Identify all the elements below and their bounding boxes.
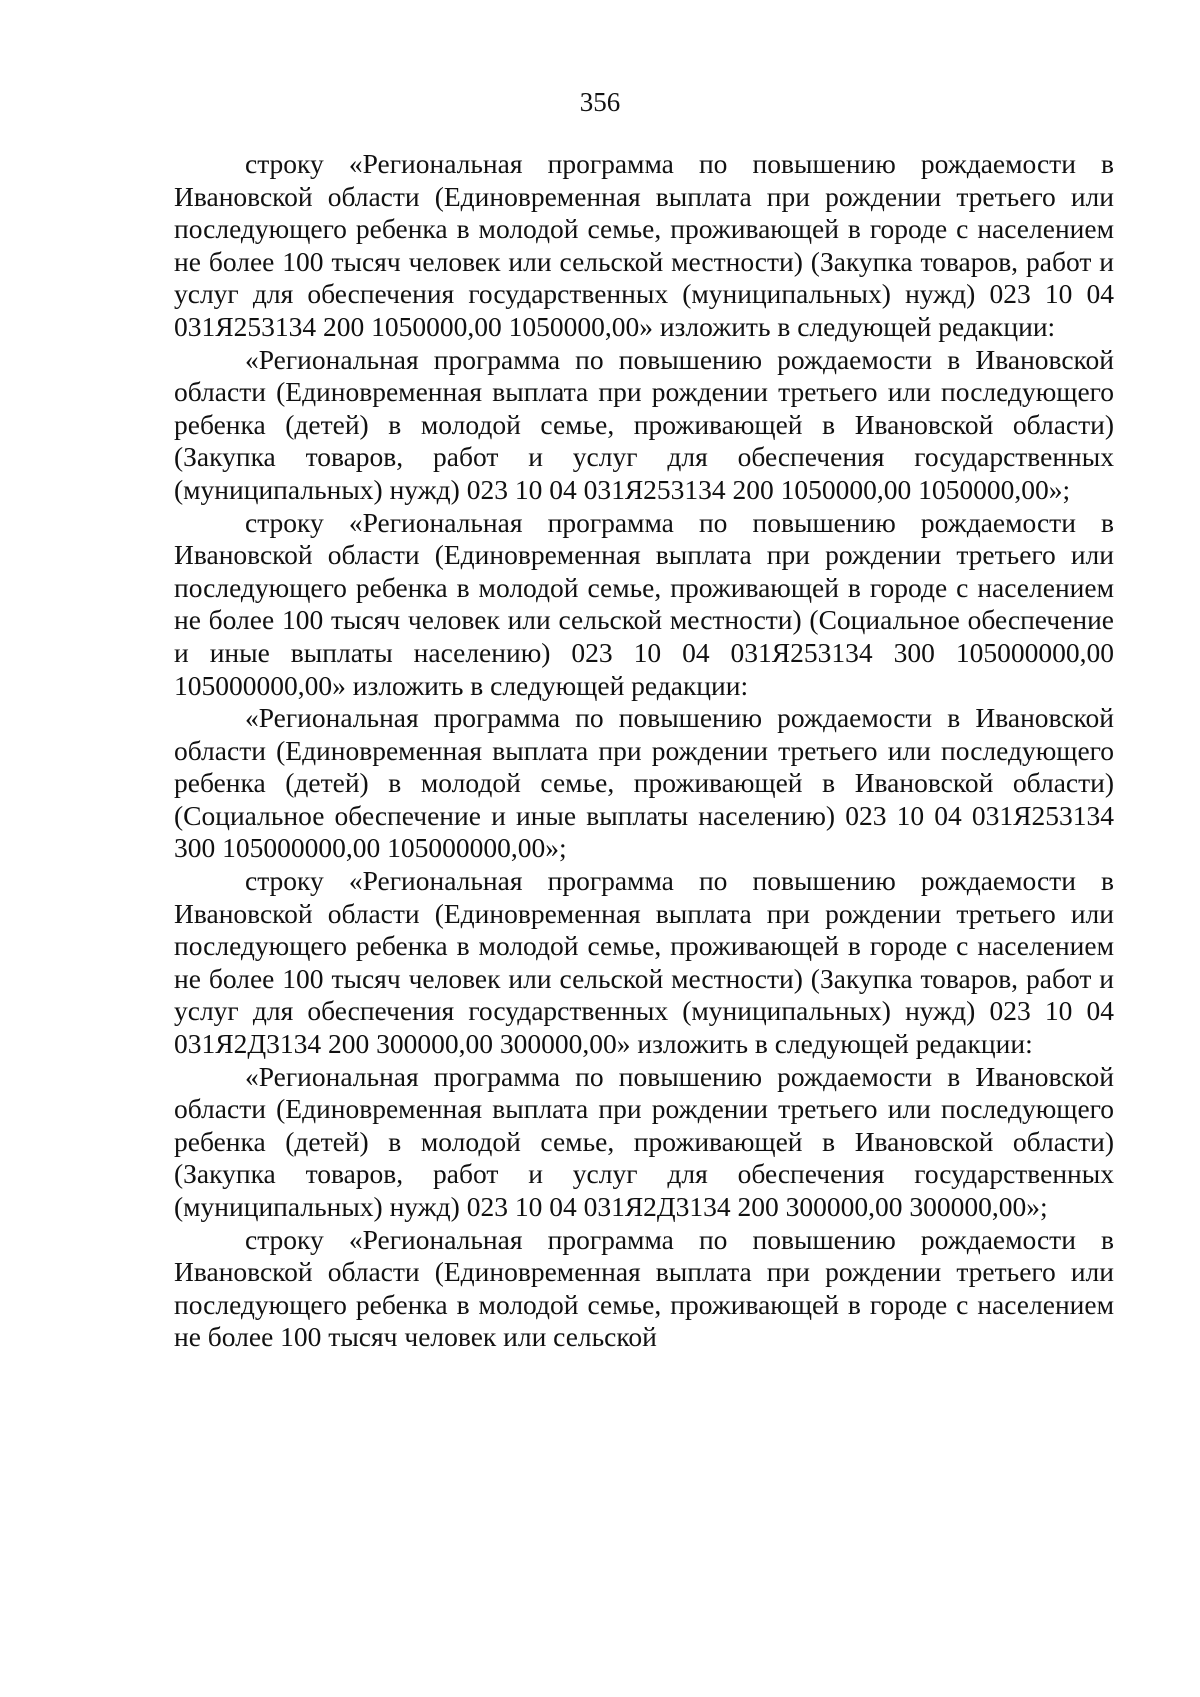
paragraph-3: строку «Региональная программа по повышению рождаемости в Ивановской области (Единовременная выплата при рождении третьего или последующего ребенка в молодой семье, проживающей в городе с населением не более 100 тысяч человек или сельской местности) (Социальное обеспечение и иные выплаты населению) 023 10 04 031Я253134 300 105000000,00 105000000,00» изложить в следующей редакции: xyxy=(174,506,1114,701)
document-body xyxy=(174,148,1114,1354)
paragraph-6: «Региональная программа по повышению рождаемости в Ивановской области (Единовременная выплата при рождении третьего или последующего ребенка (детей) в молодой семье, проживающей в Ивановской области) (Закупка товаров, работ и услуг для обеспечения государственных (муниципальных) нужд) 023 10 04 031Я2Д3134 200 300000,00 300000,00»; xyxy=(174,1060,1114,1222)
page-number: 356 xyxy=(579,87,621,117)
paragraph-2: «Региональная программа по повышению рождаемости в Ивановской области (Единовременная выплата при рождении третьего или последующего ребенка (детей) в молодой семье, проживающей в Ивановской области) (Закупка товаров, работ и услуг для обеспечения государственных (муниципальных) нужд) 023 10 04 031Я253134 200 1050000,00 1050000,00»; xyxy=(174,343,1114,505)
paragraph-7: строку «Региональная программа по повышению рождаемости в Ивановской области (Единовременная выплата при рождении третьего или последующего ребенка в молодой семье, проживающей в городе с населением не более 100 тысяч человек или сельской xyxy=(174,1223,1114,1353)
paragraph-5: строку «Региональная программа по повышению рождаемости в Ивановской области (Единовременная выплата при рождении третьего или последующего ребенка в молодой семье, проживающей в городе с населением не более 100 тысяч человек или сельской местности) (Закупка товаров, работ и услуг для обеспечения государственных (муниципальных) нужд) 023 10 04 031Я2Д3134 200 300000,00 300000,00» изложить в следующей редакции: xyxy=(174,865,1114,1060)
paragraph-1: строку «Региональная программа по повышению рождаемости в Ивановской области (Единовременная выплата при рождении третьего или последующего ребенка в молодой семье, проживающей в городе с населением не более 100 тысяч человек или сельской местности) (Закупка товаров, работ и услуг для обеспечения государственных (муниципальных) нужд) 023 10 04 031Я253134 200 1050000,00 1050000,00» изложить в следующей редакции: xyxy=(174,148,1114,342)
paragraph-4: «Региональная программа по повышению рождаемости в Ивановской области (Единовременная выплата при рождении третьего или последующего ребенка (детей) в молодой семье, проживающей в Ивановской области) (Социальное обеспечение и иные выплаты населению) 023 10 04 031Я253134 300 105000000,00 105000000,00»; xyxy=(174,702,1114,864)
